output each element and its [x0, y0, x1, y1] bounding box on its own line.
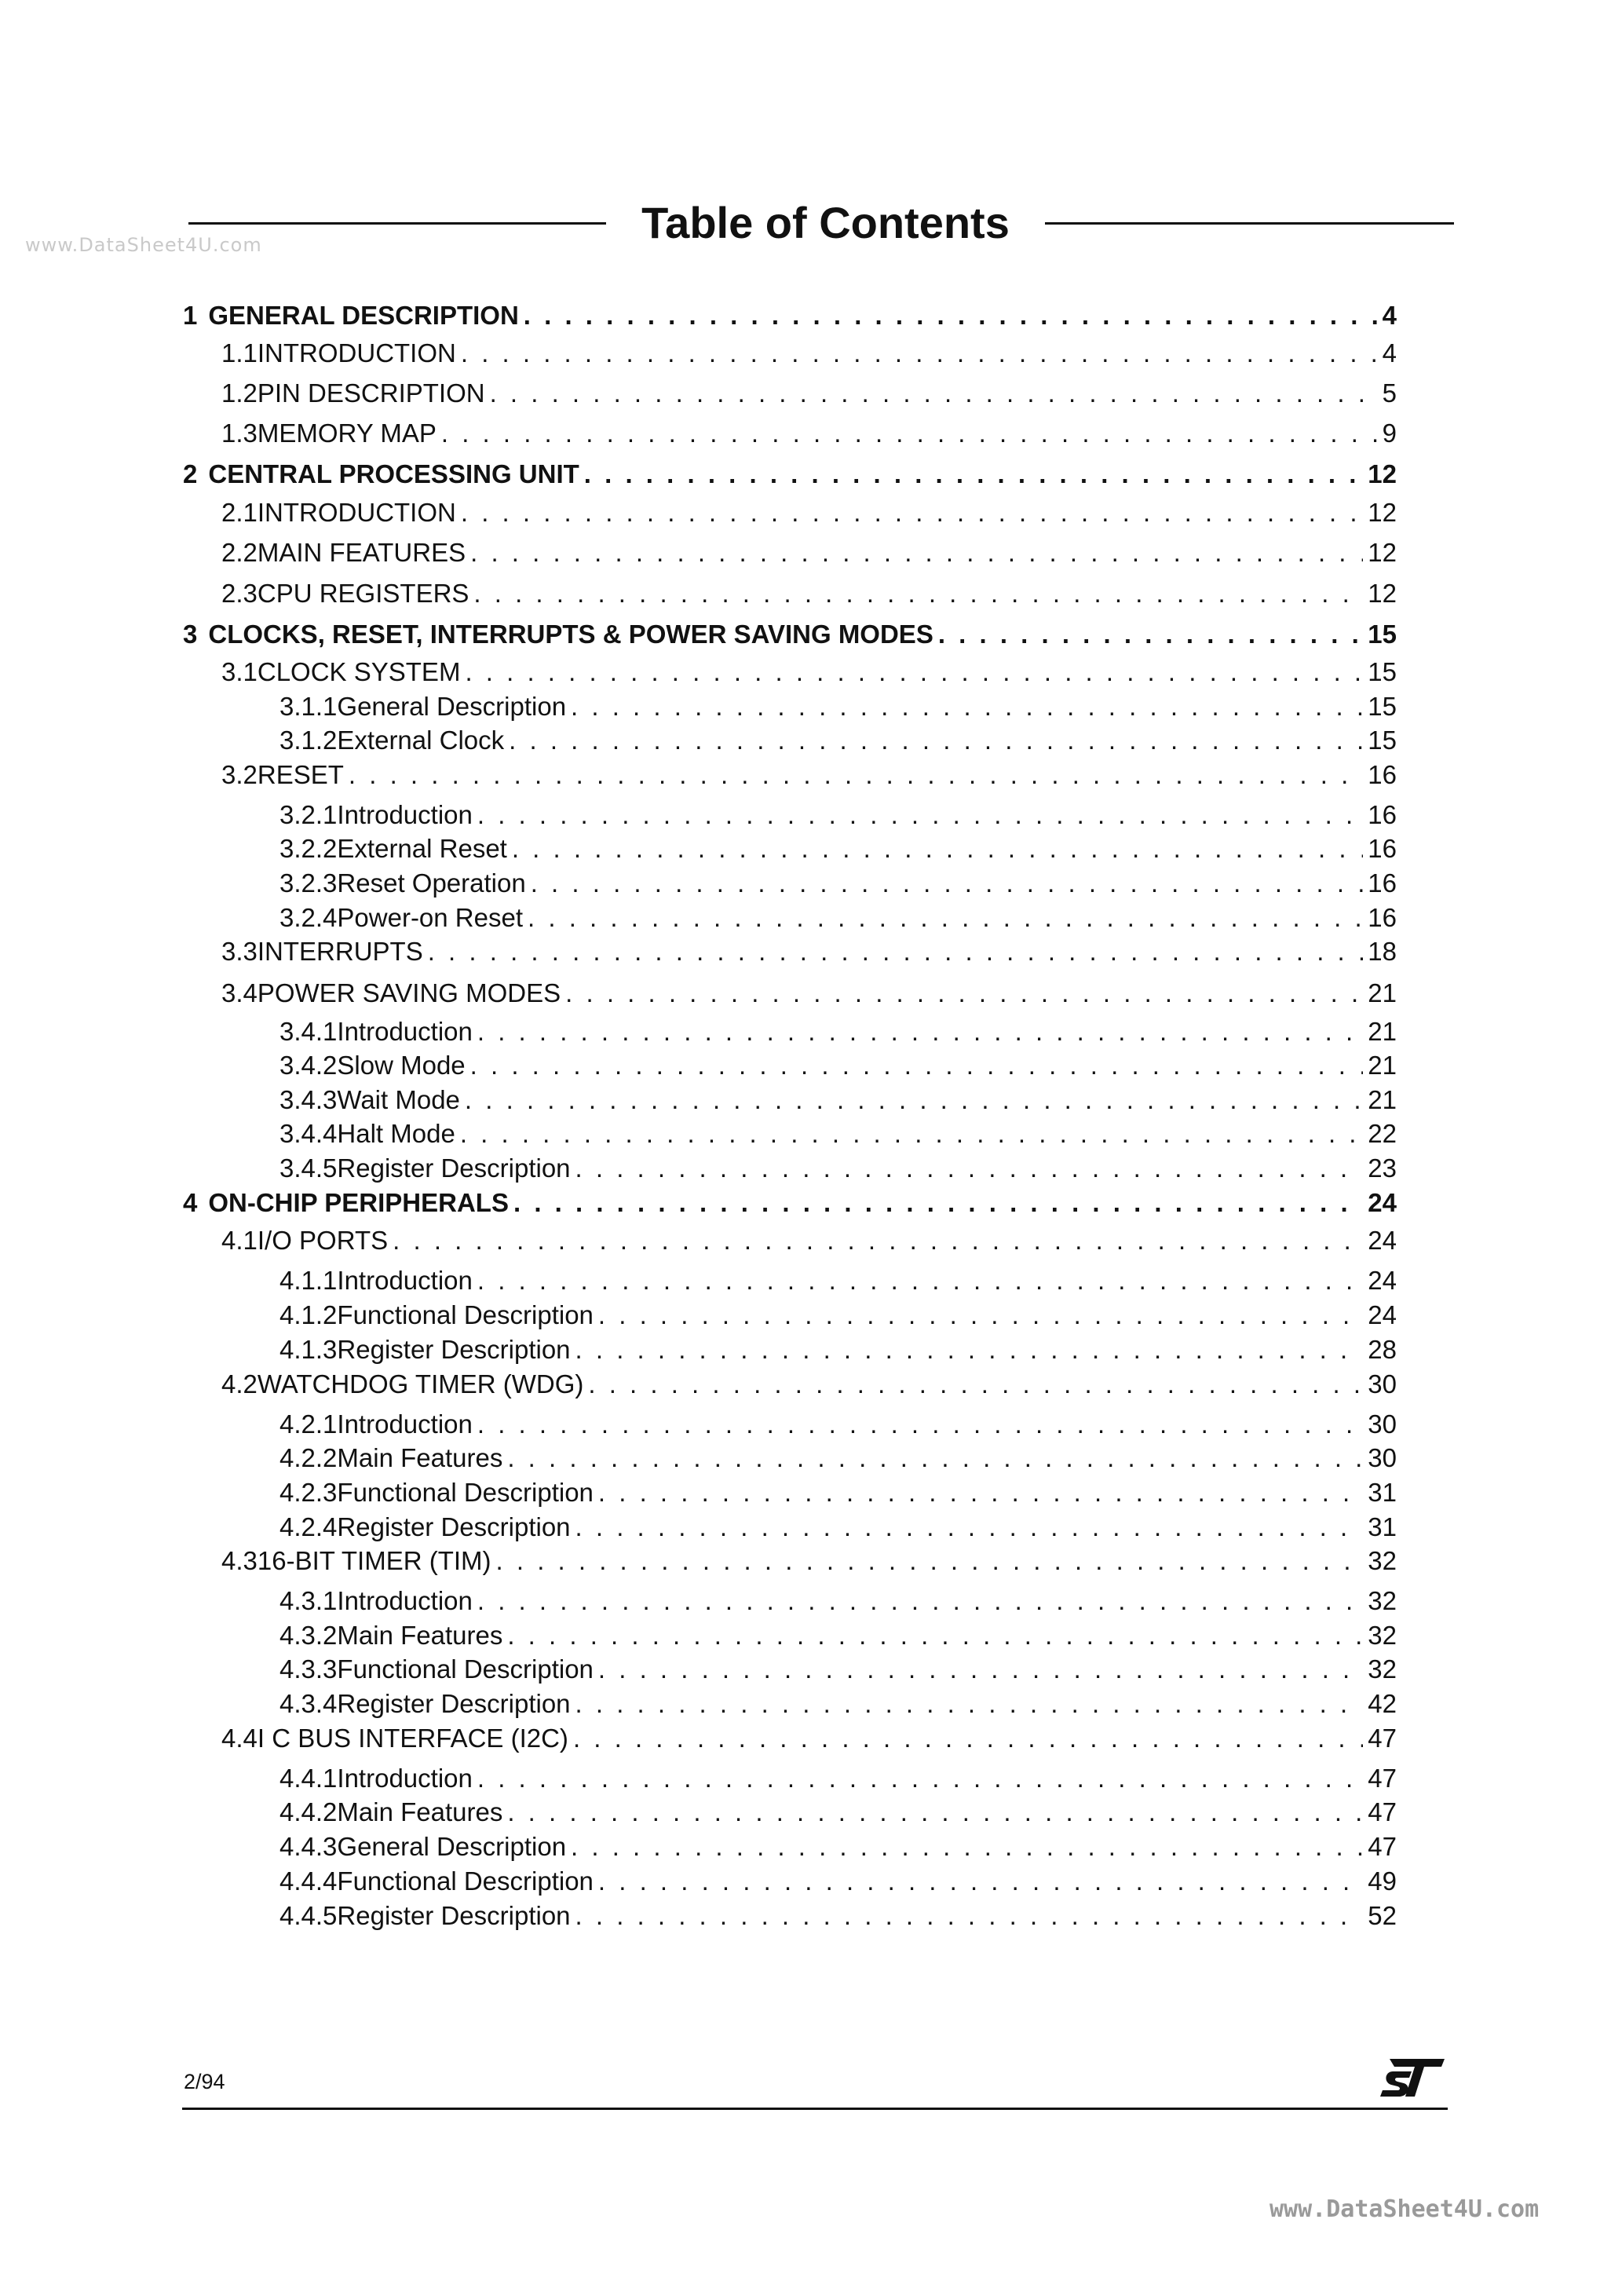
toc-entry-page: 21: [1368, 1017, 1397, 1046]
toc-leader-dots: [531, 868, 1364, 899]
toc-entry-title: Introduction: [337, 1017, 473, 1046]
toc-leader-dots: [490, 378, 1378, 409]
toc-entry-4-3-3: [279, 1654, 1397, 1685]
toc-entry-page: 24: [1368, 1188, 1397, 1217]
toc-entry-number: 3.4.1: [279, 1017, 338, 1046]
toc-entry-3-4-2: [279, 1050, 1397, 1081]
toc-entry-page: 24: [1368, 1300, 1397, 1329]
toc-entry-page: 30: [1368, 1443, 1397, 1472]
toc-entry-title: INTRODUCTION: [257, 498, 456, 527]
toc-entry-4-2-3: [279, 1477, 1397, 1508]
toc-entry-page: 16: [1368, 800, 1397, 829]
toc-entry-3-1-1: [279, 691, 1397, 722]
toc-entry-title: Main Features: [337, 1797, 503, 1826]
toc-entry-3-1: [221, 656, 1397, 688]
toc-entry-number: 2.3: [221, 579, 258, 608]
toc-entry-page: 32: [1368, 1654, 1397, 1684]
toc-entry-title: I C BUS INTERFACE (I2C): [257, 1724, 568, 1753]
toc-entry-title: Introduction: [337, 800, 473, 829]
toc-entry-title: Register Description: [337, 1901, 571, 1930]
toc-entry-number: 3.2.1: [279, 800, 338, 829]
toc-entry-number: 4.4.4: [279, 1866, 338, 1896]
toc-entry-number: 2.1: [221, 498, 258, 527]
toc-entry-title: GENERAL DESCRIPTION: [208, 301, 519, 330]
toc-entry-title: Power-on Reset: [337, 903, 524, 932]
toc-entry-number: 4.4.2: [279, 1797, 338, 1826]
toc-leader-dots: [528, 902, 1363, 934]
toc-leader-dots: [393, 1225, 1363, 1256]
toc-entry-page: 4: [1382, 338, 1397, 367]
page-number: 2/94: [184, 2070, 225, 2093]
toc-entry-title: Reset Operation: [337, 868, 526, 898]
toc-entry-number: 1: [183, 301, 198, 330]
toc-leader-dots: [465, 656, 1363, 688]
toc-entry-4-3-2: [279, 1620, 1397, 1651]
toc-leader-dots: [477, 1409, 1363, 1440]
toc-entry-3-4: [221, 978, 1397, 1009]
toc-entry-title: PIN DESCRIPTION: [257, 378, 485, 408]
toc-entry-page: 47: [1368, 1724, 1397, 1753]
toc-entry-4-1: [221, 1225, 1397, 1256]
toc-leader-dots: [565, 978, 1363, 1009]
toc-entry-title: I/O PORTS: [257, 1226, 389, 1255]
toc-entry-number: 3.1.1: [279, 692, 338, 721]
toc-entry-number: 4.2.2: [279, 1443, 338, 1472]
toc-leader-dots: [470, 537, 1363, 569]
toc-entry-number: 4.1.1: [279, 1266, 338, 1295]
toc-entry-title: INTERRUPTS: [257, 937, 423, 966]
toc-entry-number: 1.3: [221, 419, 258, 448]
toc-entry-3-4-5: [279, 1153, 1397, 1184]
toc-entry-4-2-1: [279, 1409, 1397, 1440]
toc-entry-number: 3.1.2: [279, 726, 338, 755]
toc-leader-dots: [512, 833, 1363, 865]
toc-entry-page: 16: [1368, 760, 1397, 789]
toc-entry-4-2: [221, 1369, 1397, 1400]
toc-entry-number: 4.4.1: [279, 1764, 338, 1793]
toc-entry-page: 16: [1368, 903, 1397, 932]
toc-entry-page: 15: [1368, 692, 1397, 721]
toc-entry-title: Functional Description: [337, 1866, 594, 1896]
toc-leader-dots: [575, 1688, 1364, 1720]
toc-entry-page: 23: [1368, 1153, 1397, 1183]
toc-entry-number: 4: [183, 1188, 198, 1217]
toc-entry-4-1-3: [279, 1334, 1397, 1366]
toc-leader-dots: [349, 759, 1363, 791]
toc-entry-page: 15: [1368, 726, 1397, 755]
toc-entry-number: 3.2: [221, 760, 258, 789]
toc-entry-title: INTRODUCTION: [257, 338, 456, 367]
toc-entry-2: [183, 459, 1397, 490]
toc-leader-dots: [465, 1084, 1363, 1116]
toc-entry-1-3: [221, 418, 1397, 449]
toc-entry-4-3: [221, 1545, 1397, 1577]
toc-entry-title: MAIN FEATURES: [257, 538, 466, 567]
toc-leader-dots: [573, 1723, 1363, 1754]
toc-entry-page: 21: [1368, 1051, 1397, 1080]
toc-entry-3-2-2: [279, 833, 1397, 865]
toc-entry-number: 1.1: [221, 338, 258, 367]
toc-entry-title: Wait Mode: [337, 1085, 460, 1114]
toc-entry-number: 4.2.1: [279, 1409, 338, 1439]
toc-entry-2-3: [221, 578, 1397, 609]
toc-entry-page: 21: [1368, 1085, 1397, 1114]
toc-entry-page: 5: [1382, 378, 1397, 408]
toc-entry-page: 32: [1368, 1586, 1397, 1615]
toc-entry-4-4-5: [279, 1900, 1397, 1932]
toc-leader-dots: [598, 1477, 1363, 1508]
toc-leader-dots: [571, 691, 1363, 722]
toc-entry-4-4-1: [279, 1763, 1397, 1794]
toc-entry-title: External Reset: [337, 834, 507, 863]
toc-entry-title: ON-CHIP PERIPHERALS: [208, 1188, 509, 1217]
toc-entry-page: 52: [1368, 1901, 1397, 1930]
toc-entry-page: 12: [1368, 538, 1397, 567]
toc-entry-title: Main Features: [337, 1443, 503, 1472]
toc-entry-page: 15: [1368, 620, 1397, 649]
toc-entry-page: 16: [1368, 868, 1397, 898]
toc-entry-page: 32: [1368, 1546, 1397, 1575]
title-row: [188, 196, 1454, 259]
toc-entry-title: Functional Description: [337, 1654, 594, 1684]
toc-leader-dots: [524, 300, 1378, 331]
toc-leader-dots: [477, 1016, 1363, 1047]
toc-entry-title: CLOCKS, RESET, INTERRUPTS & POWER SAVING MODES: [208, 620, 933, 649]
toc-leader-dots: [470, 1050, 1364, 1081]
toc-entry-1-2: [221, 378, 1397, 409]
toc-entry-page: 49: [1368, 1866, 1397, 1896]
toc-leader-dots: [461, 338, 1378, 369]
watermark-bottom: www.DataSheet4U.com: [1269, 2195, 1540, 2223]
toc-entry-number: 2.2: [221, 538, 258, 567]
toc-entry-number: 4.3.1: [279, 1586, 338, 1615]
toc-entry-number: 3.4.3: [279, 1085, 338, 1114]
toc-entry-title: CENTRAL PROCESSING UNIT: [208, 459, 579, 488]
toc-leader-dots: [571, 1831, 1363, 1863]
toc-entry-3-2-4: [279, 902, 1397, 934]
toc-entry-3-2-3: [279, 868, 1397, 899]
footer-rule: [182, 2108, 1448, 2110]
toc-entry-title: WATCHDOG TIMER (WDG): [257, 1369, 584, 1398]
toc-entry-title: Register Description: [337, 1153, 571, 1183]
toc-entry-number: 3.2.2: [279, 834, 338, 863]
toc-entry-number: 4.1.2: [279, 1300, 338, 1329]
toc-entry-page: 47: [1368, 1797, 1397, 1826]
toc-entry-title: 16-BIT TIMER (TIM): [257, 1546, 491, 1575]
toc-leader-dots: [575, 1512, 1364, 1543]
toc-entry-number: 4.3.4: [279, 1689, 338, 1718]
toc-leader-dots: [461, 497, 1363, 528]
toc-entry-number: 4.3.3: [279, 1654, 338, 1684]
toc-entry-4-4-2: [279, 1797, 1397, 1828]
toc-leader-dots: [507, 1620, 1363, 1651]
toc-entry-number: 3.2.4: [279, 903, 338, 932]
toc-entry-number: 3.4.5: [279, 1153, 338, 1183]
st-logo-icon: [1379, 2056, 1446, 2100]
toc-entry-title: Introduction: [337, 1764, 473, 1793]
toc-entry-2-2: [221, 537, 1397, 569]
toc-leader-dots: [460, 1118, 1363, 1150]
toc-entry-title: Main Features: [337, 1621, 503, 1650]
toc-entry-number: 3.2.3: [279, 868, 338, 898]
toc-entry-number: 3: [183, 620, 198, 649]
toc-entry-number: 4.3: [221, 1546, 258, 1575]
toc-entry-3: [183, 619, 1397, 650]
toc-entry-4-2-4: [279, 1512, 1397, 1543]
toc-entry-number: 4.4: [221, 1724, 258, 1753]
toc-entry-number: 4.1: [221, 1226, 258, 1255]
toc-entry-page: 21: [1368, 978, 1397, 1007]
toc-entry-number: 3.4: [221, 978, 258, 1007]
toc-entry-1: [183, 300, 1397, 331]
toc-leader-dots: [441, 418, 1378, 449]
toc-entry-title: External Clock: [337, 726, 505, 755]
toc-entry-title: Register Description: [337, 1689, 571, 1718]
toc-entry-3-1-2: [279, 725, 1397, 756]
toc-entry-title: CLOCK SYSTEM: [257, 657, 461, 686]
toc-leader-dots: [598, 1300, 1363, 1331]
toc-entry-number: 3.3: [221, 937, 258, 966]
toc-leader-dots: [509, 725, 1363, 756]
toc-entry-number: 3.4.4: [279, 1119, 338, 1148]
toc-entry-4-1-1: [279, 1265, 1397, 1296]
toc-leader-dots: [588, 1369, 1363, 1400]
toc-entry-number: 4.4.3: [279, 1832, 338, 1861]
toc-entry-4-2-2: [279, 1442, 1397, 1474]
toc-entry-title: POWER SAVING MODES: [257, 978, 561, 1007]
toc-entry-2-1: [221, 497, 1397, 528]
toc-entry-title: RESET: [257, 760, 344, 789]
toc-entry-title: MEMORY MAP: [257, 419, 437, 448]
toc-entry-number: 2: [183, 459, 198, 488]
toc-entry-number: 3.1: [221, 657, 258, 686]
toc-entry-title: General Description: [337, 692, 567, 721]
toc-leader-dots: [473, 578, 1363, 609]
toc-entry-page: 28: [1368, 1335, 1397, 1364]
toc-entry-title: General Description: [337, 1832, 567, 1861]
toc-entry-3-4-4: [279, 1118, 1397, 1150]
toc-leader-dots: [513, 1187, 1363, 1219]
toc-entry-page: 47: [1368, 1764, 1397, 1793]
toc-entry-title: Register Description: [337, 1335, 571, 1364]
toc-entry-number: 1.2: [221, 378, 258, 408]
toc-leader-dots: [477, 799, 1363, 831]
watermark-top: www.DataSheet4U.com: [25, 234, 262, 256]
toc-entry-page: 42: [1368, 1689, 1397, 1718]
toc-leader-dots: [598, 1654, 1363, 1685]
toc-entry-page: 22: [1368, 1119, 1397, 1148]
toc-entry-page: 4: [1382, 301, 1397, 330]
toc-entry-page: 31: [1368, 1478, 1397, 1507]
toc-entry-4-4-3: [279, 1831, 1397, 1863]
toc-entry-number: 4.2.4: [279, 1512, 338, 1541]
toc-entry-title: Halt Mode: [337, 1119, 455, 1148]
toc-entry-4-4-4: [279, 1866, 1397, 1897]
toc-leader-dots: [575, 1334, 1364, 1366]
toc-entry-title: Introduction: [337, 1586, 473, 1615]
toc-entry-4-1-2: [279, 1300, 1397, 1331]
toc-leader-dots: [598, 1866, 1363, 1897]
toc-leader-dots: [575, 1900, 1364, 1932]
toc-entry-3-4-1: [279, 1016, 1397, 1047]
toc-entry-title: Introduction: [337, 1409, 473, 1439]
toc-entry-page: 30: [1368, 1409, 1397, 1439]
toc-leader-dots: [938, 619, 1363, 650]
toc-entry-page: 15: [1368, 657, 1397, 686]
toc-entry-4: [183, 1187, 1397, 1219]
toc-entry-page: 16: [1368, 834, 1397, 863]
toc-entry-title: Register Description: [337, 1512, 571, 1541]
toc-entry-page: 30: [1368, 1369, 1397, 1398]
toc-entry-page: 12: [1368, 498, 1397, 527]
toc-entry-number: 4.3.2: [279, 1621, 338, 1650]
toc-leader-dots: [584, 459, 1363, 490]
toc-entry-number: 4.2.3: [279, 1478, 338, 1507]
toc-leader-dots: [575, 1153, 1364, 1184]
toc-entry-3-2-1: [279, 799, 1397, 831]
toc-entry-4-4: [221, 1723, 1397, 1754]
toc-entry-title: Functional Description: [337, 1478, 594, 1507]
toc-entry-number: 3.4.2: [279, 1051, 338, 1080]
toc-entry-page: 24: [1368, 1226, 1397, 1255]
toc-entry-number: 4.4.5: [279, 1901, 338, 1930]
page-title: Table of Contents: [641, 198, 1010, 247]
toc-leader-dots: [477, 1585, 1363, 1617]
toc-leader-dots: [477, 1265, 1363, 1296]
toc-leader-dots: [507, 1797, 1363, 1828]
toc-entry-title: Slow Mode: [337, 1051, 466, 1080]
toc-entry-title: Introduction: [337, 1266, 473, 1295]
toc-entry-4-3-1: [279, 1585, 1397, 1617]
toc-entry-page: 47: [1368, 1832, 1397, 1861]
toc-entry-page: 12: [1368, 459, 1397, 488]
toc-entry-page: 31: [1368, 1512, 1397, 1541]
toc-entry-number: 4.1.3: [279, 1335, 338, 1364]
toc-leader-dots: [477, 1763, 1363, 1794]
toc-entry-title: CPU REGISTERS: [257, 579, 469, 608]
toc-entry-page: 32: [1368, 1621, 1397, 1650]
toc-entry-page: 18: [1368, 937, 1397, 966]
toc-entry-page: 9: [1382, 419, 1397, 448]
toc-leader-dots: [428, 936, 1364, 967]
toc-entry-1-1: [221, 338, 1397, 369]
toc-entry-number: 4.2: [221, 1369, 258, 1398]
toc-entry-page: 24: [1368, 1266, 1397, 1295]
toc-leader-dots: [496, 1545, 1364, 1577]
toc-entry-page: 12: [1368, 579, 1397, 608]
toc-entry-3-2: [221, 759, 1397, 791]
toc-entry-title: Functional Description: [337, 1300, 594, 1329]
title-rule-left: [188, 222, 606, 225]
toc-entry-3-4-3: [279, 1084, 1397, 1116]
toc-leader-dots: [507, 1442, 1363, 1474]
toc-entry-3-3: [221, 936, 1397, 967]
toc-entry-4-3-4: [279, 1688, 1397, 1720]
title-rule-right: [1045, 222, 1454, 225]
